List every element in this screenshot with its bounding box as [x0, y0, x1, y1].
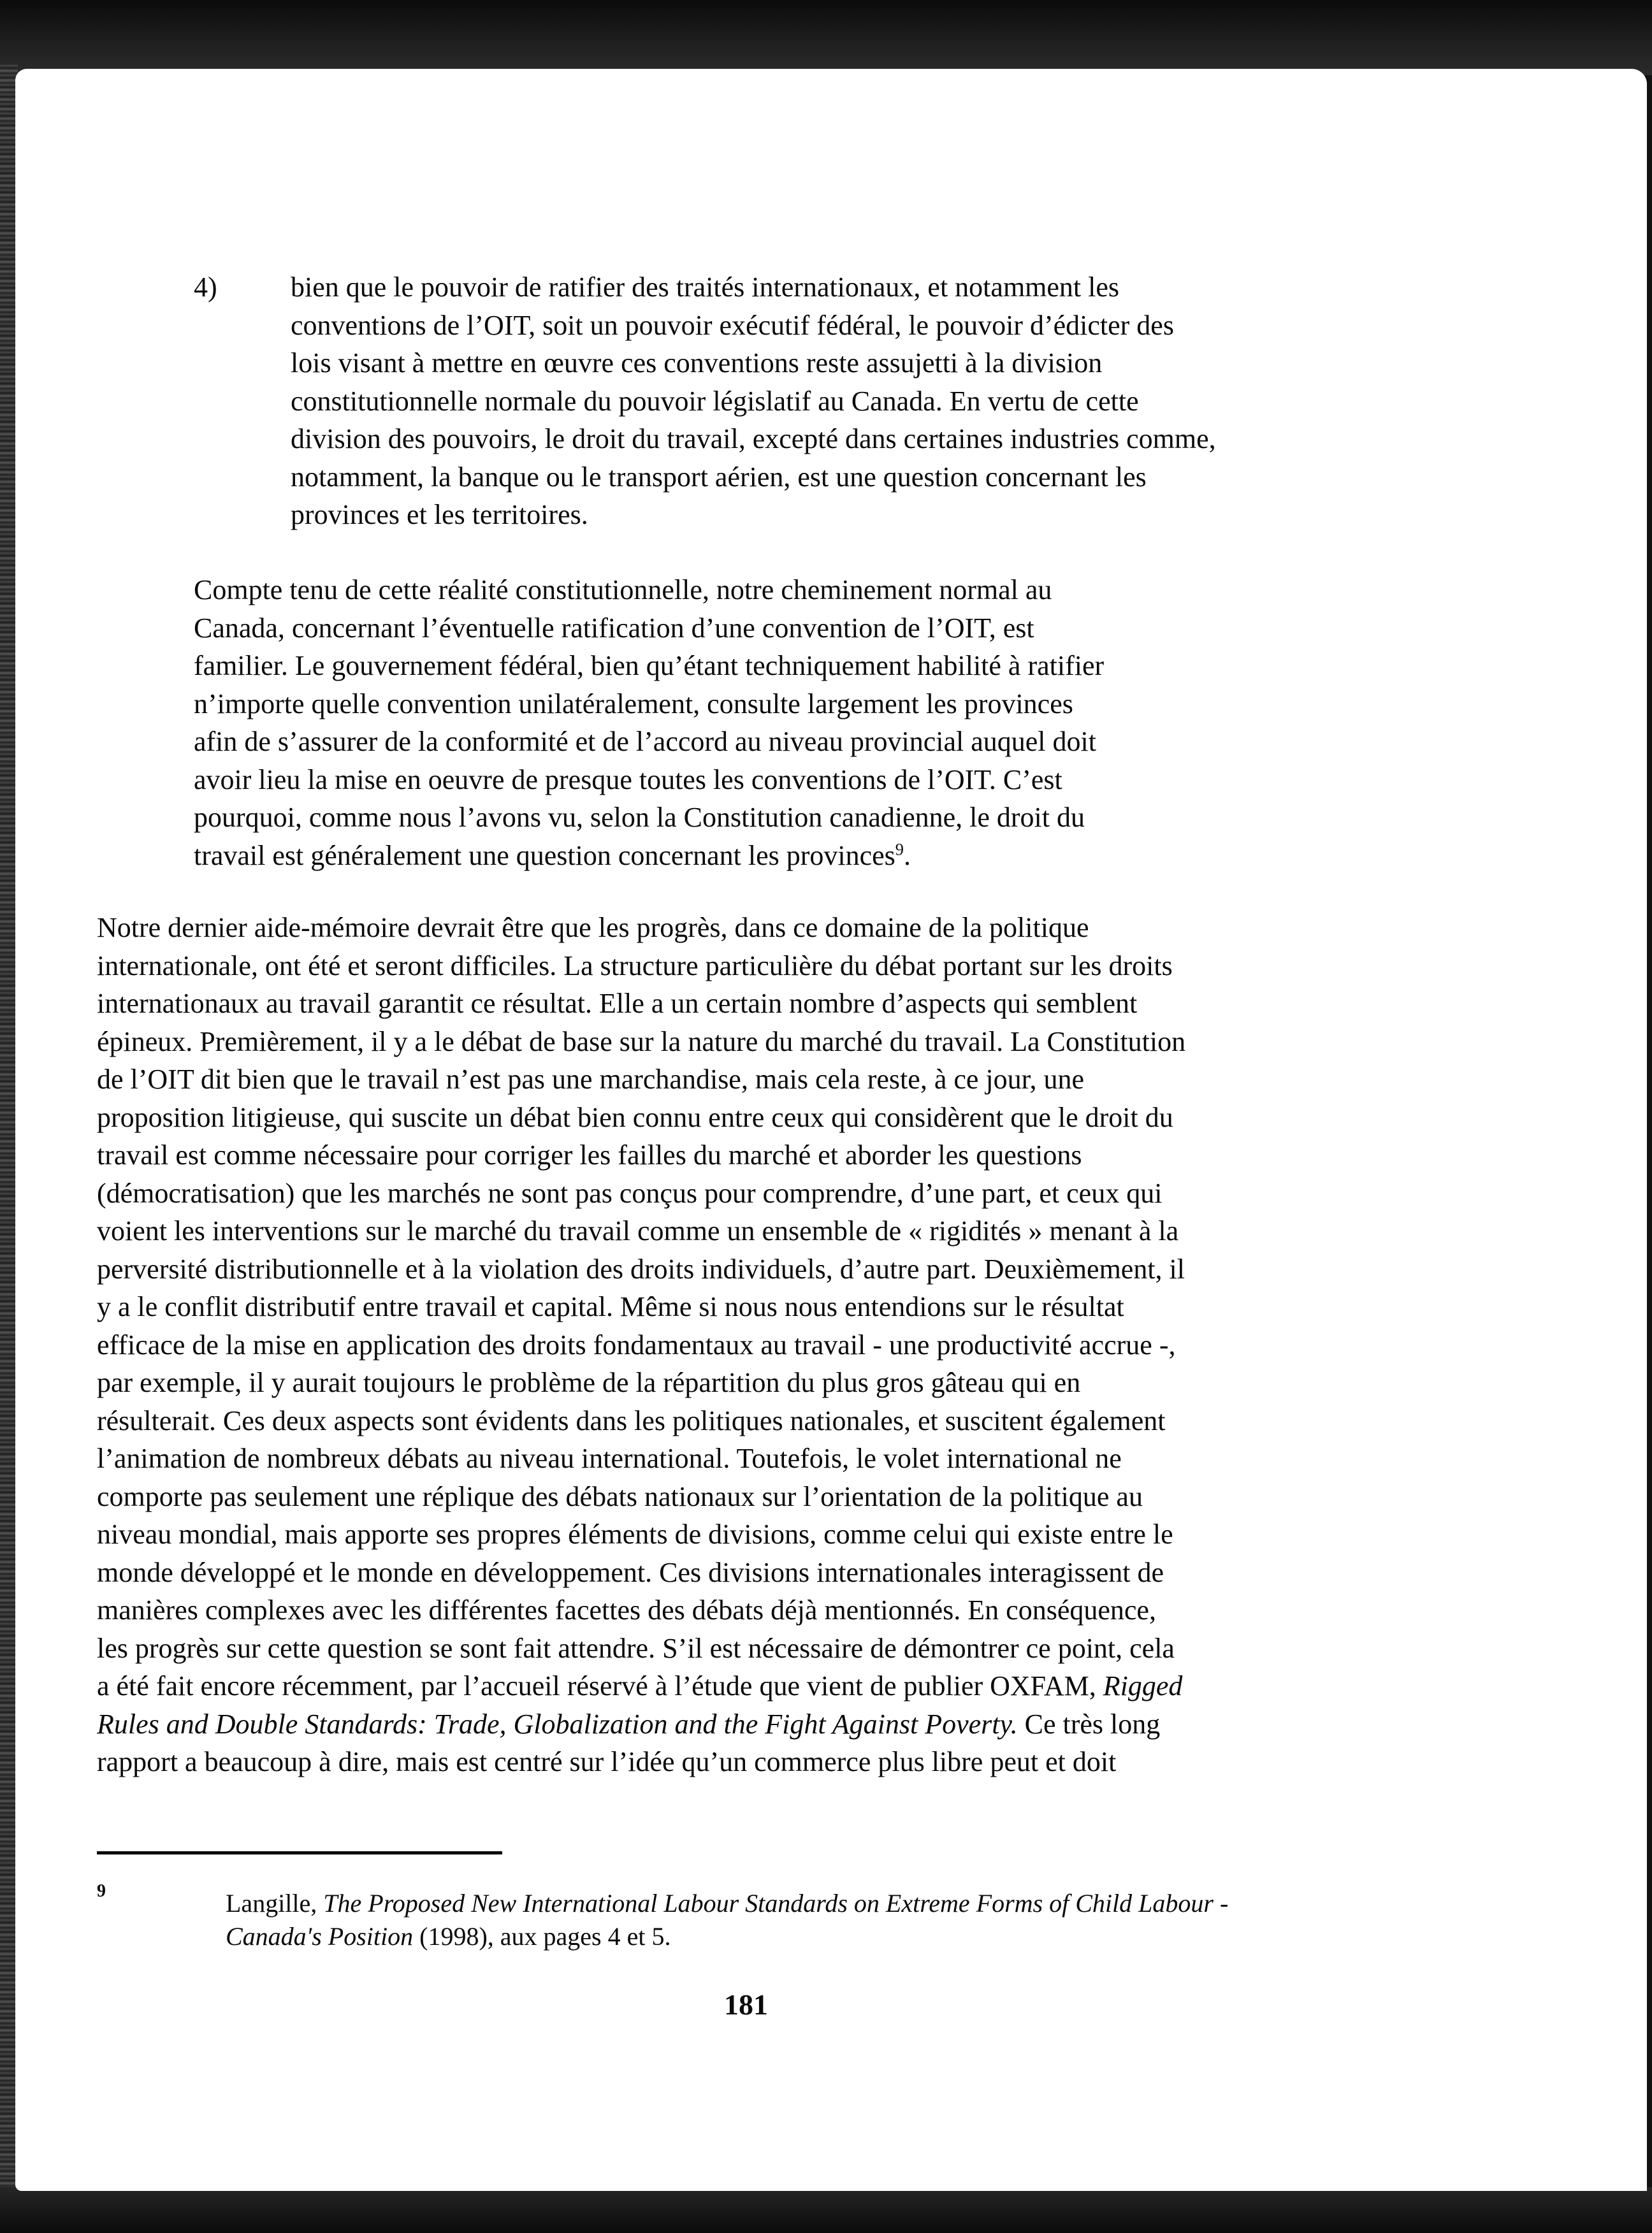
text-line: voient les interventions sur le marché du travail comme un ensemble de « rigidités » menant à la — [97, 1215, 1179, 1247]
text-line: afin de s’assurer de la conformité et de l’accord au niveau provincial auquel doit — [194, 726, 1096, 757]
text-line: efficace de la mise en application des droits fondamentaux au travail - une productivité accrue -, — [97, 1329, 1176, 1361]
text-line: travail est comme nécessaire pour corriger les failles du marché et aborder les questions — [97, 1139, 1082, 1171]
text-line: pourquoi, comme nous l’avons vu, selon la Constitution canadienne, le droit du — [194, 802, 1085, 833]
text-line: lois visant à mettre en œuvre ces conventions reste assujetti à la division — [291, 347, 1103, 379]
footnote-author: Langille, — [226, 1889, 324, 1918]
indented-paragraph — [194, 571, 1328, 874]
main-paragraph — [97, 909, 1397, 1781]
text-line: de l’OIT dit bien que le travail n’est pas une marchandise, mais cela reste, à ce jour, une — [97, 1064, 1085, 1095]
text-line: manières complexes avec les différentes facettes des débats déjà mentionnés. En conséquence, — [97, 1594, 1156, 1626]
text-line: perversité distributionnelle et à la violation des droits individuels, d’autre part. Deuxièmement, il — [97, 1253, 1185, 1285]
text-line — [226, 1920, 1424, 1953]
text-line: division des pouvoirs, le droit du travail, excepté dans certaines industries comme, — [291, 423, 1216, 454]
text-line: provinces et les territoires. — [291, 499, 588, 530]
text-line: internationale, ont été et seront difficiles. La structure particulière du débat portant sur les droits — [97, 950, 1173, 981]
text-line: proposition litigieuse, qui suscite un débat bien connu entre ceux qui considèrent que le droit du — [97, 1101, 1173, 1133]
last-line-text: travail est généralement une question concernant les provinces — [194, 839, 895, 871]
last-line-period: . — [904, 839, 911, 871]
footnote-text — [226, 1887, 1424, 1953]
text-line: monde développé et le monde en développement. Ces divisions internationales interagissent de — [97, 1556, 1164, 1588]
list-item-body — [291, 268, 1412, 534]
footnote-title: Canada's Position — [226, 1922, 414, 1951]
text-line: les progrès sur cette question se sont fait attendre. S’il est nécessaire de démontrer ce point, cela — [97, 1632, 1175, 1664]
document-page — [15, 69, 1647, 2191]
text-line: par exemple, il y aurait toujours le problème de la répartition du plus gros gâteau qui en — [97, 1367, 1081, 1398]
text-line: (démocratisation) que les marchés ne sont pas conçus pour comprendre, d’une part, et ceux qui — [97, 1177, 1163, 1209]
text-line: comporte pas seulement une réplique des débats nationaux sur l’orientation de la politique au — [97, 1480, 1143, 1512]
scan-bottom-border — [0, 2187, 1652, 2233]
text-line — [194, 837, 1328, 875]
page-number: 181 — [724, 1988, 768, 2021]
text-line — [226, 1887, 1424, 1920]
text-line: Compte tenu de cette réalité constitutionnelle, notre cheminement normal au — [194, 574, 1052, 605]
text-line: conventions de l’OIT, soit un pouvoir exécutif fédéral, le pouvoir d’édicter des — [291, 309, 1174, 341]
text-segment: a été fait encore récemment, par l’accueil réservé à l’étude que vient de publier OXFAM, — [97, 1670, 1103, 1702]
text-line: rapport a beaucoup à dire, mais est centré sur l’idée qu’un commerce plus libre peut et doit — [97, 1746, 1117, 1777]
text-line: l’animation de nombreux débats au niveau international. Toutefois, le volet international ne — [97, 1443, 1122, 1474]
text-line: bien que le pouvoir de ratifier des traités internationaux, et notamment les — [291, 271, 1120, 303]
footnote-divider — [97, 1851, 502, 1854]
footnote-title: The Proposed New International Labour Standards on Extreme Forms of Child Labour - — [323, 1889, 1229, 1918]
scan-top-border — [0, 0, 1652, 75]
text-line — [97, 1705, 1397, 1744]
text-line: constitutionnelle normale du pouvoir législatif au Canada. En vertu de cette — [291, 385, 1139, 417]
text-line: familier. Le gouvernement fédéral, bien qu’étant techniquement habilité à ratifier — [194, 650, 1105, 681]
report-title-italic: Rigged — [1103, 1670, 1183, 1702]
text-line: Notre dernier aide-mémoire devrait être que les progrès, dans ce domaine de la politique — [97, 912, 1089, 943]
footnote-citation-tail: (1998), aux pages 4 et 5. — [413, 1922, 671, 1951]
text-line: Canada, concernant l’éventuelle ratification d’une convention de l’OIT, est — [194, 612, 1034, 644]
text-segment: Ce très long — [1017, 1708, 1161, 1740]
text-line: notamment, la banque ou le transport aérien, est une question concernant les — [291, 461, 1147, 493]
text-line: avoir lieu la mise en oeuvre de presque toutes les conventions de l’OIT. C’est — [194, 763, 1062, 795]
text-line: épineux. Premièrement, il y a le débat de base sur la nature du marché du travail. La Constitution — [97, 1025, 1186, 1057]
text-line: niveau mondial, mais apporte ses propres éléments de divisions, comme celui qui existe entre le — [97, 1519, 1173, 1550]
report-title-italic: Rules and Double Standards: Trade, Globalization and the Fight Against Poverty. — [97, 1708, 1018, 1740]
list-item-number: 4) — [194, 271, 217, 303]
text-line: n’importe quelle convention unilatéralement, consulte largement les provinces — [194, 688, 1073, 719]
text-line: internationaux au travail garantit ce résultat. Elle a un certain nombre d’aspects qui semblent — [97, 988, 1138, 1019]
text-line: y a le conflit distributif entre travail et capital. Même si nous nous entendions sur le résultat — [97, 1291, 1124, 1322]
text-line — [97, 1667, 1397, 1705]
footnote-reference[interactable]: 9 — [895, 839, 904, 858]
text-line: résulterait. Ces deux aspects sont évidents dans les politiques nationales, et suscitent également — [97, 1405, 1166, 1436]
footnote-mark: 9 — [97, 1881, 106, 1901]
